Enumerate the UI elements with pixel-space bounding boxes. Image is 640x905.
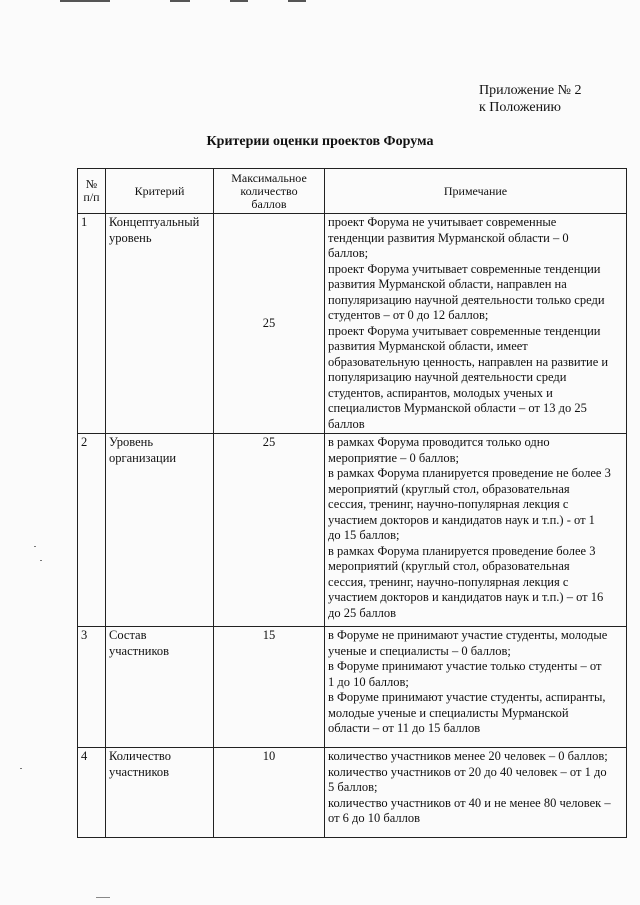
header-criterion: Критерий	[106, 169, 214, 214]
note-line: мероприятие – 0 баллов;	[328, 450, 460, 465]
note-line: в рамках Форума планируется проведение не более 3	[328, 466, 611, 480]
table-row	[78, 748, 627, 838]
header-number: № п/п	[78, 169, 106, 214]
row-max-score: 10	[214, 748, 325, 838]
criterion-line: организации	[109, 450, 177, 465]
table-row	[78, 214, 627, 434]
note-line: ученые и специалисты – 0 баллов;	[328, 643, 511, 658]
note-line: до 15 баллов;	[328, 528, 400, 542]
row-criterion	[106, 627, 214, 748]
note-line: развития Мурманской области, направлен на	[328, 277, 567, 291]
note-line: образовательную ценность, направлен на развитие и	[328, 354, 609, 369]
note-line: баллов;	[328, 246, 369, 260]
note-line: студентов – от 0 до 12 баллов;	[328, 308, 489, 322]
scan-top-marks	[60, 0, 360, 3]
row-max-score: 25	[214, 434, 325, 627]
row-number: 1	[78, 214, 106, 434]
header-note: Примечание	[325, 169, 627, 214]
note-line: сессия, тренинг, научно-популярная лекция с	[328, 574, 569, 589]
header-max-score: Максимальное количество баллов	[214, 169, 325, 214]
note-line: в Форуме принимают участие только студенты – от	[328, 659, 602, 673]
note-line: в рамках Форума проводится только одно	[328, 435, 550, 449]
row-note	[325, 748, 627, 838]
note-line: развития Мурманской области, имеет	[328, 339, 528, 353]
criterion-line: участников	[109, 643, 170, 658]
criterion-line: участников	[109, 764, 170, 779]
note-line: проект Форума учитывает современные тенденции	[328, 261, 601, 276]
note-line: тенденции развития Мурманской области – 0	[328, 230, 569, 245]
appendix-line-1: Приложение № 2	[479, 83, 582, 98]
criterion-line: Состав	[109, 628, 147, 642]
note-line: в рамках Форума планируется проведение более 3	[328, 543, 596, 558]
note-line: области – от 11 до 15 баллов	[328, 721, 481, 735]
document-title: Критерии оценки проектов Форума	[206, 134, 434, 149]
row-criterion	[106, 214, 214, 434]
note-line: в Форуме принимают участие студенты, аспиранты,	[328, 690, 606, 704]
note-line: количество участников от 20 до 40 человек – от 1 до	[328, 764, 607, 779]
row-max-score: 15	[214, 627, 325, 748]
note-line: мероприятий (круглый стол, образовательная	[328, 559, 570, 573]
row-number: 4	[78, 748, 106, 838]
criterion-line: Уровень	[109, 435, 154, 449]
row-max-score: 25	[214, 214, 325, 434]
row-number: 3	[78, 627, 106, 748]
criterion-line: Концептуальный	[109, 215, 200, 229]
note-line: студентов, аспирантов, молодых ученых и	[328, 385, 553, 400]
scan-mark	[96, 897, 110, 898]
note-line: количество участников от 40 и не менее 80 человек –	[328, 795, 611, 810]
table-header-row	[78, 169, 627, 214]
appendix-reference	[479, 82, 582, 116]
note-line: 1 до 10 баллов;	[328, 674, 409, 689]
appendix-line-2: к Положению	[479, 100, 562, 115]
note-line: до 25 баллов	[328, 605, 397, 620]
note-line: в Форуме не принимают участие студенты, молодые	[328, 628, 608, 642]
scan-mark	[34, 546, 36, 547]
criterion-line: Количество	[109, 749, 171, 763]
row-note	[325, 627, 627, 748]
note-line: проект Форума не учитывает современные	[328, 215, 557, 229]
criterion-line: уровень	[109, 230, 152, 245]
criteria-table	[77, 168, 627, 838]
note-line: баллов	[328, 416, 365, 431]
note-line: от 6 до 10 баллов	[328, 811, 421, 825]
scan-mark	[40, 560, 42, 561]
note-line: популяризацию научной деятельности только среди	[328, 292, 605, 307]
note-line: молодые ученые и специалисты Мурманской	[328, 705, 569, 720]
note-line: 5 баллов;	[328, 780, 378, 794]
table-row	[78, 434, 627, 627]
note-line: участием докторов и кандидатов наук и т.п.) - от 1	[328, 512, 595, 527]
row-note	[325, 214, 627, 434]
row-note	[325, 434, 627, 627]
note-line: мероприятий (круглый стол, образовательная	[328, 481, 570, 496]
note-line: специалистов Мурманской области – от 13 до 25	[328, 401, 587, 415]
row-number: 2	[78, 434, 106, 627]
note-line: участием докторов и кандидатов наук и т.п.) – от 16	[328, 590, 604, 604]
note-line: количество участников менее 20 человек – 0 баллов;	[328, 749, 608, 763]
table-row	[78, 627, 627, 748]
note-line: сессия, тренинг, научно-популярная лекция с	[328, 497, 569, 511]
scan-mark	[20, 768, 22, 769]
row-criterion	[106, 434, 214, 627]
row-criterion	[106, 748, 214, 838]
note-line: проект Форума учитывает современные тенденции	[328, 323, 601, 338]
note-line: популяризацию научной деятельности среди	[328, 370, 567, 384]
